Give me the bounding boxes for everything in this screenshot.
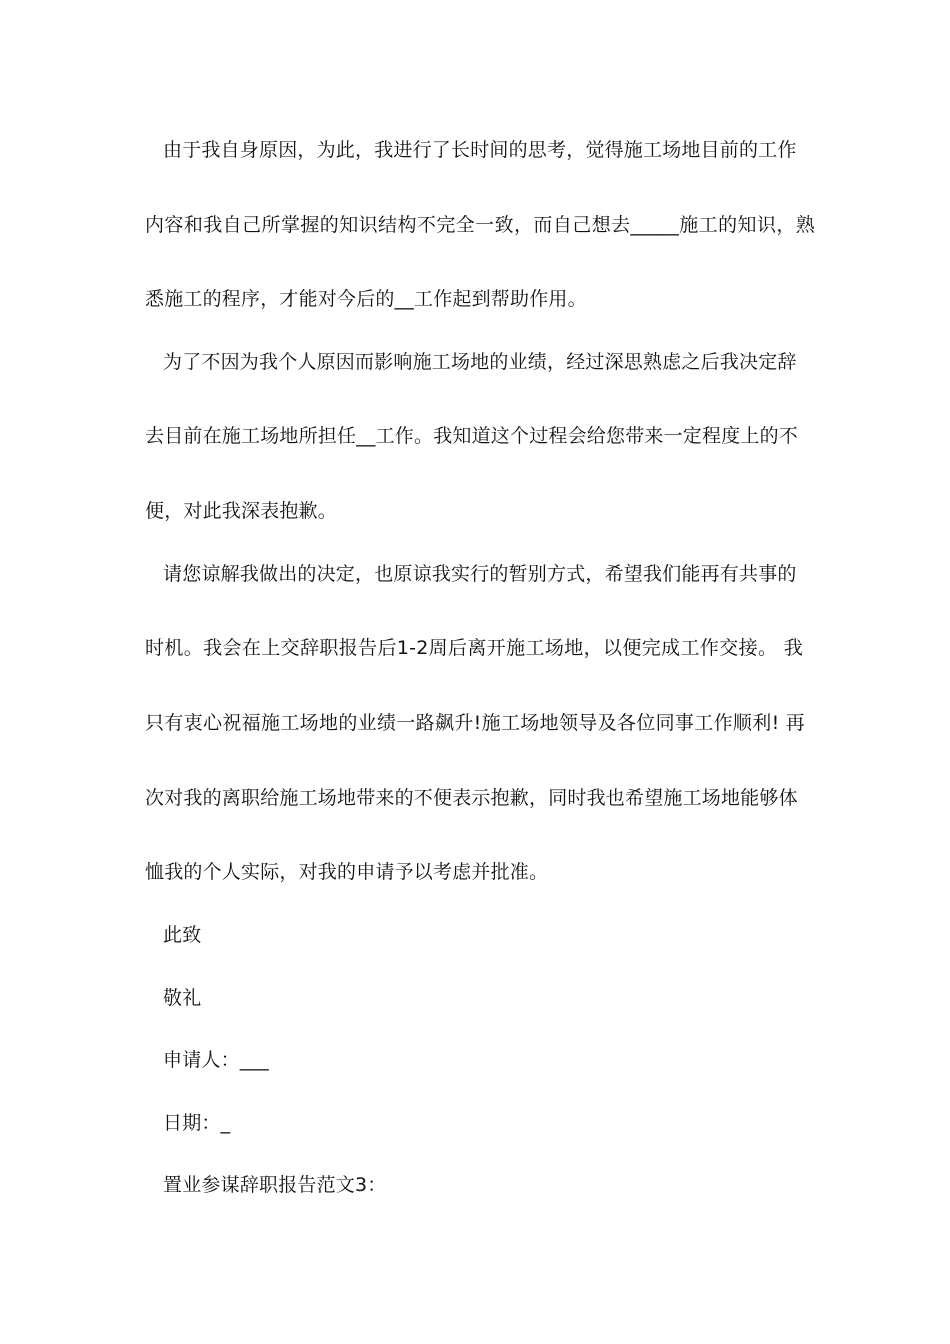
paragraph-1-line-1: 由于我自身原因，为此，我进行了长时间的思考，觉得施工场地目前的工作 [163, 139, 797, 161]
paragraph-2-line-2: 去目前在施工场地所担任__工作。我知道这个过程会给您带来一定程度上的不 [145, 425, 799, 447]
paragraph-3-line-3: 只有衷心祝福施工场地的业绩一路飙升!施工场地领导及各位同事工作顺利! 再 [145, 712, 805, 734]
paragraph-2-line-1: 为了不因为我个人原因而影响施工场地的业绩，经过深思熟虑之后我决定辞 [163, 351, 797, 373]
date-line: 日期：_ [163, 1112, 231, 1134]
closing-salutation: 此致 [163, 924, 202, 946]
applicant-line: 申请人：___ [163, 1049, 269, 1071]
paragraph-3-line-1: 请您谅解我做出的决定，也原谅我实行的暂别方式，希望我们能再有共事的 [163, 563, 797, 585]
paragraph-1-line-3: 悉施工的程序，才能对今后的__工作起到帮助作用。 [145, 288, 587, 310]
paragraph-1-line-2: 内容和我自己所掌握的知识结构不完全一致，而自己想去_____施工的知识，熟 [145, 214, 815, 236]
next-section-heading: 置业参谋辞职报告范文3： [163, 1174, 387, 1196]
paragraph-3-line-4: 次对我的离职给施工场地带来的不便表示抱歉，同时我也希望施工场地能够体 [145, 787, 798, 809]
closing-regards: 敬礼 [163, 987, 202, 1009]
paragraph-3-line-2: 时机。我会在上交辞职报告后1-2周后离开施工场地，以便完成工作交接。 我 [145, 637, 803, 659]
paragraph-2-line-3: 便，对此我深表抱歉。 [145, 500, 338, 522]
paragraph-3-line-5: 恤我的个人实际，对我的申请予以考虑并批准。 [145, 861, 549, 883]
